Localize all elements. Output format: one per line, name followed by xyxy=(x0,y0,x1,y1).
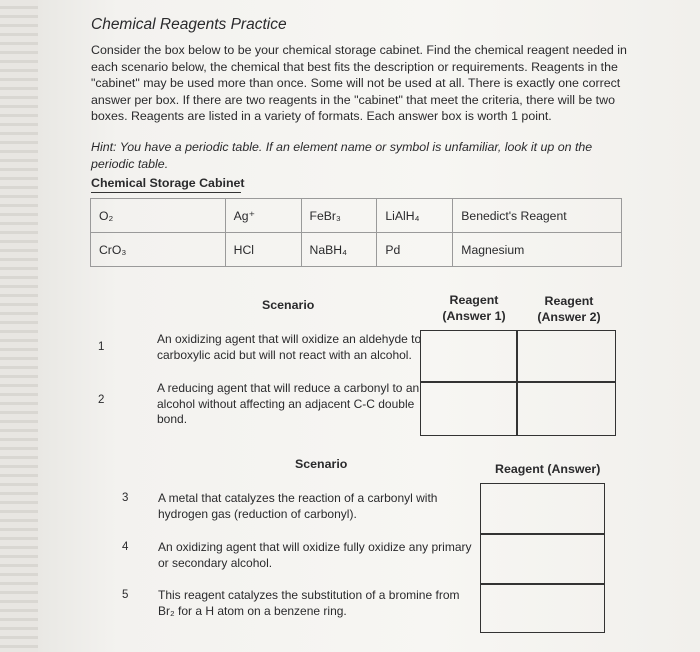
answer1-header: Reagent (Answer 1) xyxy=(442,293,506,323)
scenario-text: A reducing agent that will reduce a carbonyl to an alcohol without affecting an adjacent C-C double bond. xyxy=(157,381,420,426)
scenario-number: 2 xyxy=(98,394,105,406)
worksheet-title: Chemical Reagents Practice xyxy=(91,16,287,33)
answer-box-3[interactable] xyxy=(482,485,603,532)
cabinet-cell: HCl xyxy=(225,233,301,267)
instructions-paragraph: Consider the box below to be your chemical storage cabinet. Find the chemical reagent needed in each scenario below, the chemical that best fits the description or requirements. Reagents in the "cabinet" may be used more than once. Some will not be used at all. There is exactly one correct answer per box. If there are two reagents in the "cabinet" that meet the criteria, there will be two boxes. Reagents are listed in a variety of formats. Each answer box is worth 1 point. xyxy=(91,43,627,123)
cabinet-title: Chemical Storage Cabinet xyxy=(91,176,245,190)
scenario-number: 5 xyxy=(122,589,129,601)
cabinet-title-underline xyxy=(91,192,241,193)
chemical-storage-cabinet-table xyxy=(90,198,622,267)
scenario-header: Scenario xyxy=(262,298,315,312)
answer-header: Reagent (Answer) xyxy=(495,462,601,476)
answer-box-5[interactable] xyxy=(482,585,603,631)
cabinet-row xyxy=(91,233,622,267)
cabinet-cell: O₂ xyxy=(91,199,226,233)
scenario-number: 4 xyxy=(122,541,129,553)
scenario-number: 3 xyxy=(122,492,129,504)
cabinet-cell: Ag⁺ xyxy=(225,199,301,233)
cabinet-cell: LiAlH₄ xyxy=(377,199,453,233)
cabinet-cell: Pd xyxy=(377,233,453,267)
cabinet-cell: CrO₃ xyxy=(91,233,226,267)
scenario-text: An oxidizing agent that will oxidize an aldehyde to carboxylic acid but will not react with an alcohol. xyxy=(157,332,422,362)
scenario-text: This reagent catalyzes the substitution of a bromine from Br₂ for a H atom on a benzene ring. xyxy=(158,588,460,618)
background-strip xyxy=(0,0,38,652)
cabinet-cell: NaBH₄ xyxy=(301,233,377,267)
scenario-number: 1 xyxy=(98,341,105,353)
scenario-text: A metal that catalyzes the reaction of a carbonyl with hydrogen gas (reduction of carbonyl). xyxy=(158,491,438,521)
answer-box-2b[interactable] xyxy=(518,383,613,433)
scenario-header: Scenario xyxy=(295,457,348,471)
cabinet-cell: Magnesium xyxy=(453,233,622,267)
answer-box-1a[interactable] xyxy=(422,332,515,380)
cabinet-row xyxy=(91,199,622,233)
answer2-header: Reagent (Answer 2) xyxy=(537,294,601,324)
hint-text: Hint: You have a periodic table. If an element name or symbol is unfamiliar, look it up on the periodic table. xyxy=(91,140,593,171)
scenario-text: An oxidizing agent that will oxidize fully oxidize any primary or secondary alcohol. xyxy=(158,540,472,570)
cabinet-cell: Benedict's Reagent xyxy=(453,199,622,233)
answer-box-2a[interactable] xyxy=(422,383,515,433)
cabinet-cell: FeBr₃ xyxy=(301,199,377,233)
answer-box-1b[interactable] xyxy=(518,332,613,380)
answer-box-4[interactable] xyxy=(482,535,603,582)
